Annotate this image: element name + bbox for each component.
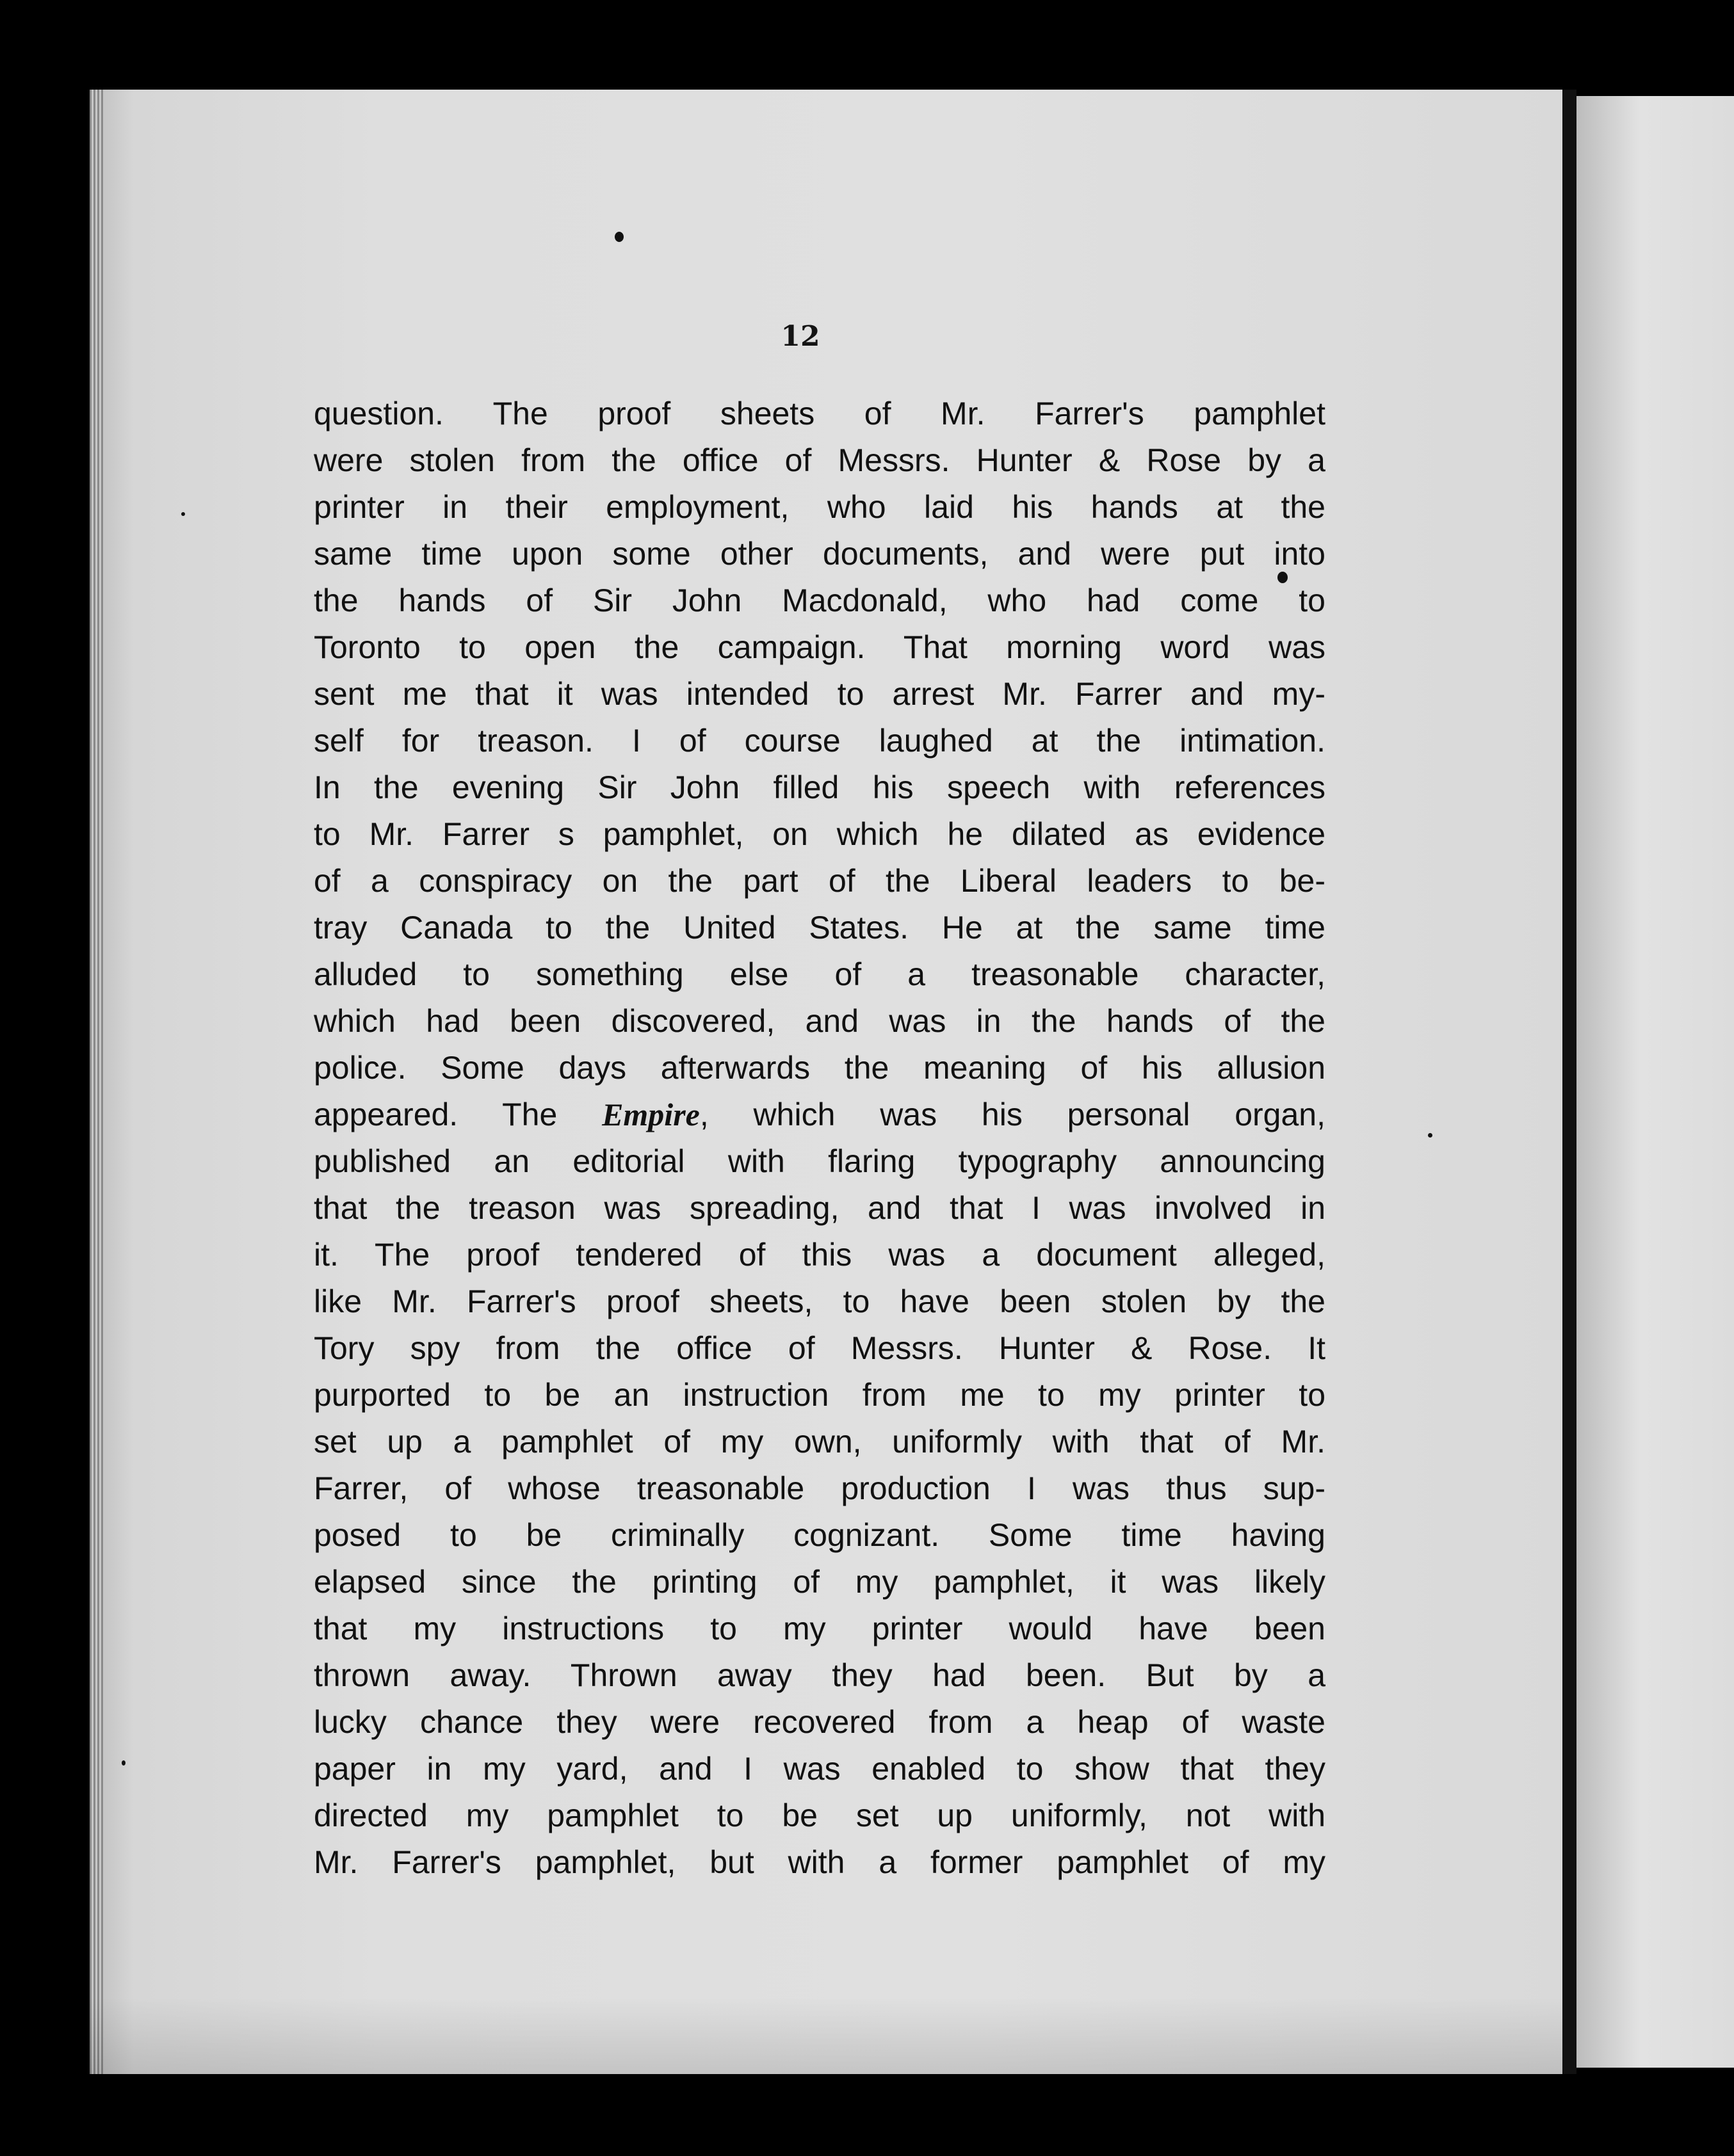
text-line: posed to be criminally cognizant. Some time having — [314, 1517, 1325, 1553]
text-line: In the evening Sir John filled his speech with references — [314, 769, 1325, 805]
text-line: thrown away. Thrown away they had been. But by a — [314, 1657, 1325, 1693]
text-line: like Mr. Farrer's proof sheets, to have been stolen by the — [314, 1283, 1325, 1319]
text-line: to Mr. Farrer s pamphlet, on which he dilated as evidence — [314, 816, 1325, 852]
text-line: that my instructions to my printer would have been — [314, 1611, 1325, 1646]
book-spine — [1562, 90, 1576, 2074]
text-line: it. The proof tendered of this was a document alleged, — [314, 1237, 1325, 1273]
text-line: alluded to something else of a treasonable character, — [314, 956, 1325, 992]
text-line: Tory spy from the office of Messrs. Hunter & Rose. It — [314, 1330, 1325, 1366]
text-line: tray Canada to the United States. He at the same time — [314, 910, 1325, 945]
line-segment: appeared. The — [314, 1097, 603, 1132]
text-line: set up a pamphlet of my own, uniformly with that of Mr. — [314, 1424, 1325, 1460]
body-text — [314, 390, 1325, 1886]
text-line: Toronto to open the campaign. That morning word was — [314, 629, 1325, 665]
ink-speck — [1428, 1133, 1432, 1138]
text-line: Mr. Farrer's pamphlet, but with a former pamphlet of my — [314, 1844, 1325, 1880]
page-edge — [90, 90, 104, 2074]
text-line: the hands of Sir John Macdonald, who had come to — [314, 583, 1325, 618]
text-line: that the treason was spreading, and that I was involved in — [314, 1190, 1325, 1226]
text-line: were stolen from the office of Messrs. Hunter & Rose by a — [314, 442, 1325, 478]
text-line: which had been discovered, and was in the hands of the — [314, 1003, 1325, 1039]
text-line: directed my pamphlet to be set up uniformly, not with — [314, 1798, 1325, 1833]
page-shadow — [90, 1997, 1562, 2074]
page-number: 12 — [781, 320, 820, 353]
text-line: elapsed since the printing of my pamphlet, it was likely — [314, 1564, 1325, 1600]
line-segment: , which was his personal organ, — [699, 1097, 1325, 1132]
text-line: police. Some days afterwards the meaning of his allusion — [314, 1050, 1325, 1086]
text-line: Farrer, of whose treasonable production I was thus sup- — [314, 1470, 1325, 1506]
text-line: question. The proof sheets of Mr. Farrer's pamphlet — [314, 396, 1325, 431]
text-line: purported to be an instruction from me to my printer to — [314, 1377, 1325, 1413]
text-line: of a conspiracy on the part of the Liberal leaders to be- — [314, 863, 1325, 899]
text-line: lucky chance they were recovered from a heap of waste — [314, 1704, 1325, 1740]
text-line: printer in their employment, who laid his hands at the — [314, 489, 1325, 525]
ink-speck — [122, 1760, 126, 1766]
text-line: paper in my yard, and I was enabled to show that they — [314, 1751, 1325, 1787]
facing-page — [1576, 96, 1734, 2068]
text-line: sent me that it was intended to arrest Mr. Farrer and my- — [314, 676, 1325, 712]
text-line-with-italic — [314, 1091, 1325, 1138]
text-line: same time upon some other documents, and were put into — [314, 536, 1325, 572]
ink-speck — [181, 512, 185, 516]
italic-title-empire: Empire — [602, 1097, 700, 1132]
ink-speck — [615, 232, 624, 242]
text-line: published an editorial with flaring typography announcing — [314, 1143, 1325, 1179]
text-line: self for treason. I of course laughed at the intimation. — [314, 723, 1325, 759]
